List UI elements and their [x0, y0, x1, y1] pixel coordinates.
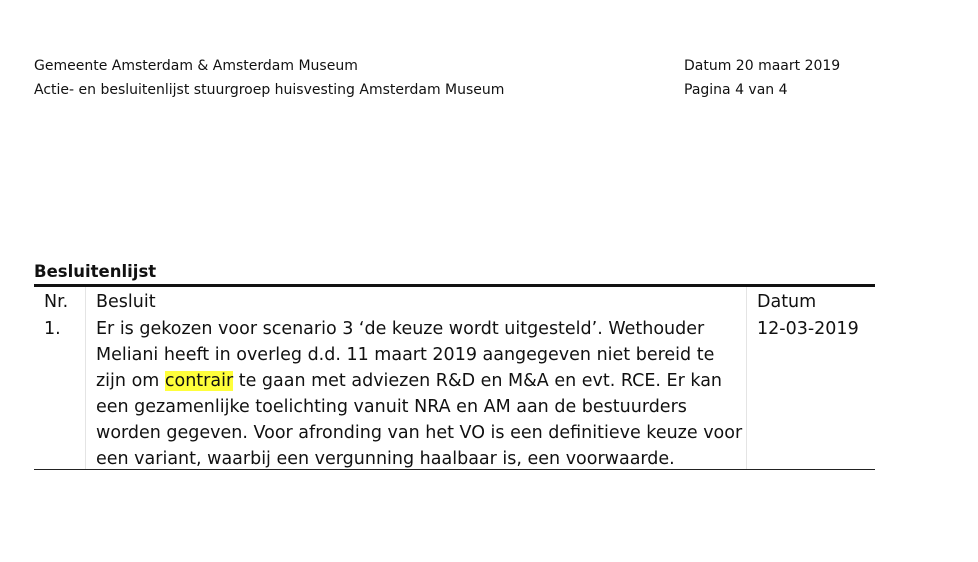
header-page-number: Pagina 4 van 4	[684, 82, 788, 98]
column-divider	[85, 287, 86, 469]
document-header-right	[684, 54, 840, 102]
decision-text	[96, 316, 746, 472]
document-header-left	[34, 54, 504, 102]
decision-date: 12-03-2019	[757, 319, 859, 339]
decision-text-part: Er is gekozen voor scenario 3 ‘de keuze wordt uitgesteld’. Wethouder Meliani heeft in overleg d.d. 11 maart 2019 aangegeven niet bereid te zijn om	[96, 319, 715, 391]
column-header-nr: Nr.	[44, 292, 69, 312]
section-title: Besluitenlijst	[34, 262, 157, 281]
row-number: 1.	[44, 319, 61, 339]
column-header-besluit: Besluit	[96, 292, 156, 312]
column-divider	[746, 287, 747, 469]
highlighted-word: contrair	[164, 371, 234, 391]
table-top-rule	[34, 284, 875, 287]
header-date: Datum 20 maart 2019	[684, 58, 841, 74]
table-bottom-rule	[34, 469, 875, 470]
column-header-datum: Datum	[757, 292, 817, 312]
header-organisation: Gemeente Amsterdam & Amsterdam Museum	[34, 58, 358, 74]
decision-text-part: te gaan met adviezen R&D en M&A en evt. RCE. Er kan een gezamenlijke toelichting vanuit NRA en AM aan de bestuurders worden gegeven. Voor afronding van het VO is een definitieve keuze voor een variant, waarbij een vergunning haalbaar is, een voorwaarde.	[96, 371, 743, 469]
header-document-title: Actie- en besluitenlijst stuurgroep huisvesting Amsterdam Museum	[34, 82, 505, 98]
